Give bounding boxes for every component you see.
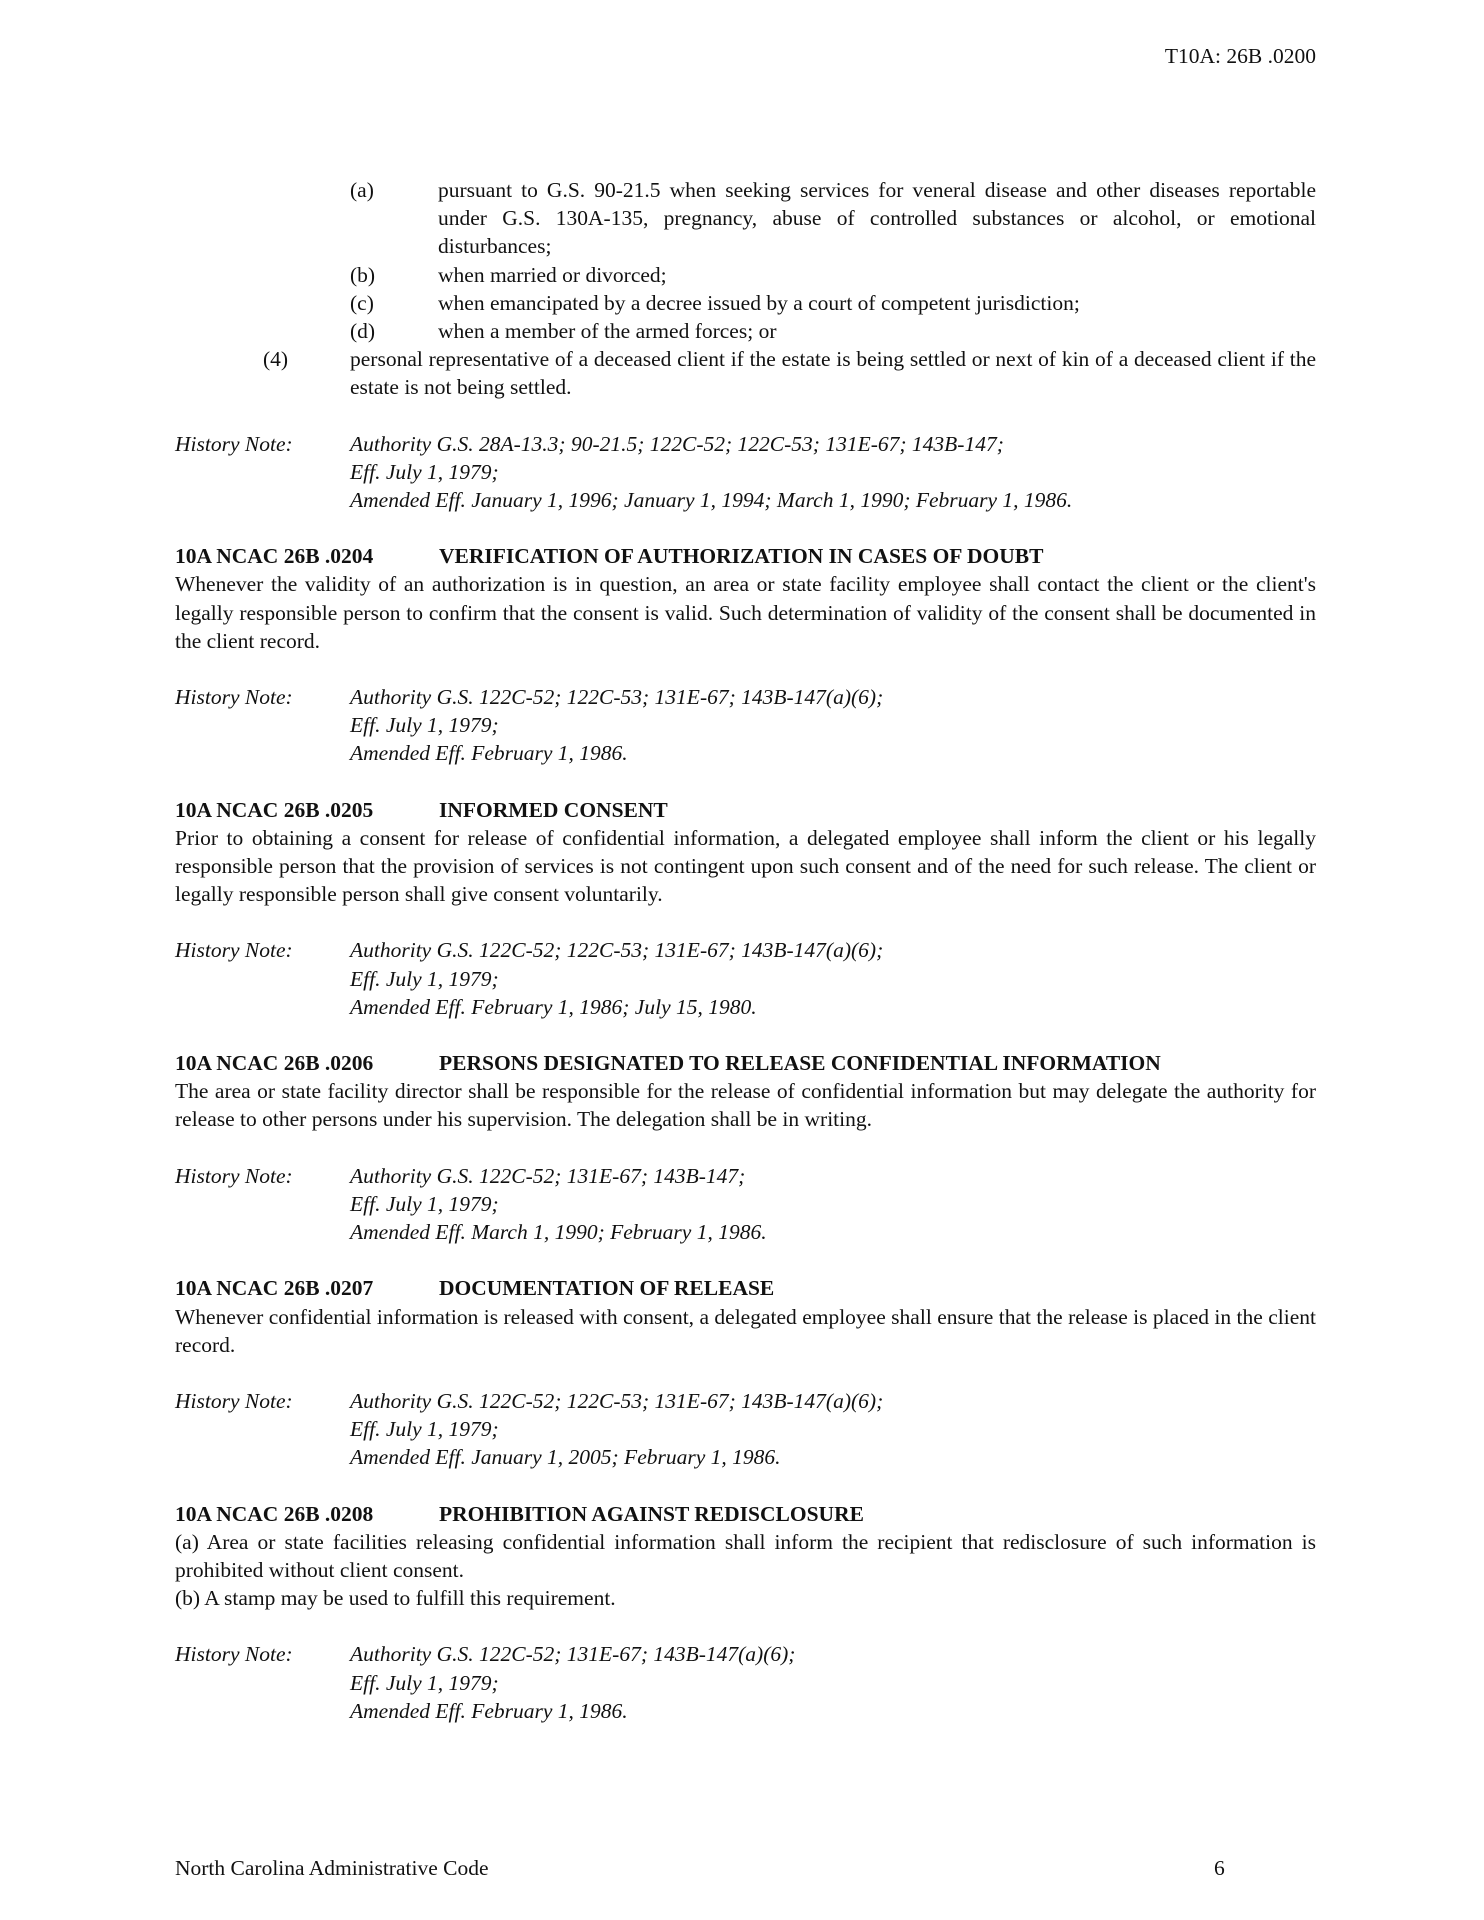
history-note-line: Amended Eff. March 1, 1990; February 1, 1986.: [350, 1220, 767, 1245]
list-marker: (4): [263, 347, 289, 372]
list-item: [350, 261, 1316, 289]
history-note-label: History Note:: [175, 1642, 293, 1667]
rule-title: PERSONS DESIGNATED TO RELEASE CONFIDENTIAL INFORMATION: [439, 1051, 1161, 1076]
rule-title: VERIFICATION OF AUTHORIZATION IN CASES OF DOUBT: [439, 544, 1044, 569]
history-note-line: Eff. July 1, 1979;: [350, 966, 499, 991]
list-item-text: pursuant to G.S. 90-21.5 when seeking services for veneral disease and other diseases reportable under G.S. 130A-135, pregnancy, abuse of controlled substances or alcohol, or emotional disturbances;: [438, 178, 1316, 259]
history-note-line: Authority G.S. 122C-52; 122C-53; 131E-67; 143B-147(a)(6);: [350, 1388, 884, 1413]
list-item-text: when emancipated by a decree issued by a court of competent jurisdiction;: [438, 290, 1080, 315]
rule-code: 10A NCAC 26B .0207: [175, 1276, 374, 1301]
footer-page-number: 6: [1214, 1856, 1225, 1880]
history-note-line: Amended Eff. February 1, 1986; July 15, 1980.: [350, 994, 757, 1019]
history-note-label: History Note:: [175, 938, 293, 963]
list-item: [263, 345, 1316, 401]
rule-section: [175, 542, 1316, 767]
rule-paragraph: Whenever the validity of an authorization is in question, an area or state facility employee shall contact the client or the client's legally responsible person to confirm that the consent is valid. Such determination of validity of the consent shall be documented in the client record.: [175, 572, 1316, 653]
history-note-line: Amended Eff. January 1, 2005; February 1, 1986.: [350, 1445, 781, 1470]
rule-title: PROHIBITION AGAINST REDISCLOSURE: [439, 1501, 864, 1526]
history-note-line: Eff. July 1, 1979;: [350, 459, 499, 484]
rule-heading: [175, 1274, 1316, 1302]
history-note-line: Authority G.S. 122C-52; 131E-67; 143B-147;: [350, 1163, 746, 1188]
rule-paragraph: (a) Area or state facilities releasing confidential information shall inform the recipient that redisclosure of such information is prohibited without client consent.: [175, 1529, 1316, 1582]
rule-section: [175, 1500, 1316, 1725]
list-item: [350, 176, 1316, 261]
rule-section: [175, 1049, 1316, 1246]
rule-paragraph: The area or state facility director shall be responsible for the release of confidential information but may delegate the authority for release to other persons under his supervision. The delegation shall be in writing.: [175, 1079, 1316, 1132]
rule-title: INFORMED CONSENT: [439, 797, 668, 822]
list-item-text: personal representative of a deceased client if the estate is being settled or next of kin of a deceased client if the estate is not being settled.: [350, 347, 1316, 400]
list-item: [350, 317, 1316, 345]
footer-publication: North Carolina Administrative Code: [175, 1856, 489, 1880]
history-note-line: Eff. July 1, 1979;: [350, 1670, 499, 1695]
list-marker: (d): [350, 319, 376, 344]
list-marker: (c): [350, 290, 374, 315]
rule-heading: [175, 542, 1316, 570]
page-content: [175, 176, 1316, 1725]
history-note-line: Authority G.S. 28A-13.3; 90-21.5; 122C-52; 122C-53; 131E-67; 143B-147;: [350, 431, 1004, 456]
rule-code: 10A NCAC 26B .0206: [175, 1051, 374, 1076]
rule-section: [175, 1274, 1316, 1471]
history-note-line: Amended Eff. February 1, 1986.: [350, 1698, 628, 1723]
rule-paragraph: Prior to obtaining a consent for release of confidential information, a delegated employee shall inform the client or his legally responsible person that the provision of services is not contingent upon such consent and of the need for such release. The client or legally responsible person shall give consent voluntarily.: [175, 825, 1316, 907]
rule-code: 10A NCAC 26B .0204: [175, 544, 374, 569]
history-note: [175, 1640, 1316, 1725]
history-note-line: Amended Eff. February 1, 1986.: [350, 741, 628, 766]
history-note: [175, 1387, 1316, 1472]
history-note-label: History Note:: [175, 431, 293, 456]
continuation-section: [175, 176, 1316, 514]
list-marker: (a): [350, 178, 374, 202]
list-marker: (b): [350, 262, 376, 287]
list-item: [350, 289, 1316, 317]
history-note: [175, 936, 1316, 1021]
history-note-line: Authority G.S. 122C-52; 122C-53; 131E-67; 143B-147(a)(6);: [350, 938, 884, 963]
list-item-text: when a member of the armed forces; or: [438, 319, 777, 344]
rule-title: DOCUMENTATION OF RELEASE: [439, 1276, 775, 1301]
history-note-line: Eff. July 1, 1979;: [350, 1417, 499, 1442]
rule-heading: [175, 796, 1316, 824]
history-note-line: Amended Eff. January 1, 1996; January 1, 1994; March 1, 1990; February 1, 1986.: [350, 488, 1073, 513]
history-note-line: Eff. July 1, 1979;: [350, 713, 499, 738]
rule-paragraph: (b) A stamp may be used to fulfill this requirement.: [175, 1586, 616, 1611]
page-header-reference: T10A: 26B .0200: [1164, 44, 1316, 68]
history-note-label: History Note:: [175, 685, 293, 710]
history-note-label: History Note:: [175, 1388, 293, 1413]
rule-section: [175, 796, 1316, 1021]
rule-code: 10A NCAC 26B .0205: [175, 797, 374, 822]
history-note-line: Authority G.S. 122C-52; 122C-53; 131E-67; 143B-147(a)(6);: [350, 685, 884, 710]
history-note: [175, 1162, 1316, 1247]
rule-code: 10A NCAC 26B .0208: [175, 1501, 374, 1526]
rule-heading: [175, 1500, 1316, 1528]
history-note: [175, 430, 1316, 515]
rule-paragraph: Whenever confidential information is released with consent, a delegated employee shall ensure that the release is placed in the client record.: [175, 1304, 1316, 1357]
history-note-label: History Note:: [175, 1163, 293, 1188]
rule-heading: [175, 1049, 1316, 1077]
list-item-text: when married or divorced;: [438, 262, 667, 287]
history-note: [175, 683, 1316, 768]
history-note-line: Eff. July 1, 1979;: [350, 1191, 499, 1216]
history-note-line: Authority G.S. 122C-52; 131E-67; 143B-147(a)(6);: [350, 1642, 796, 1667]
